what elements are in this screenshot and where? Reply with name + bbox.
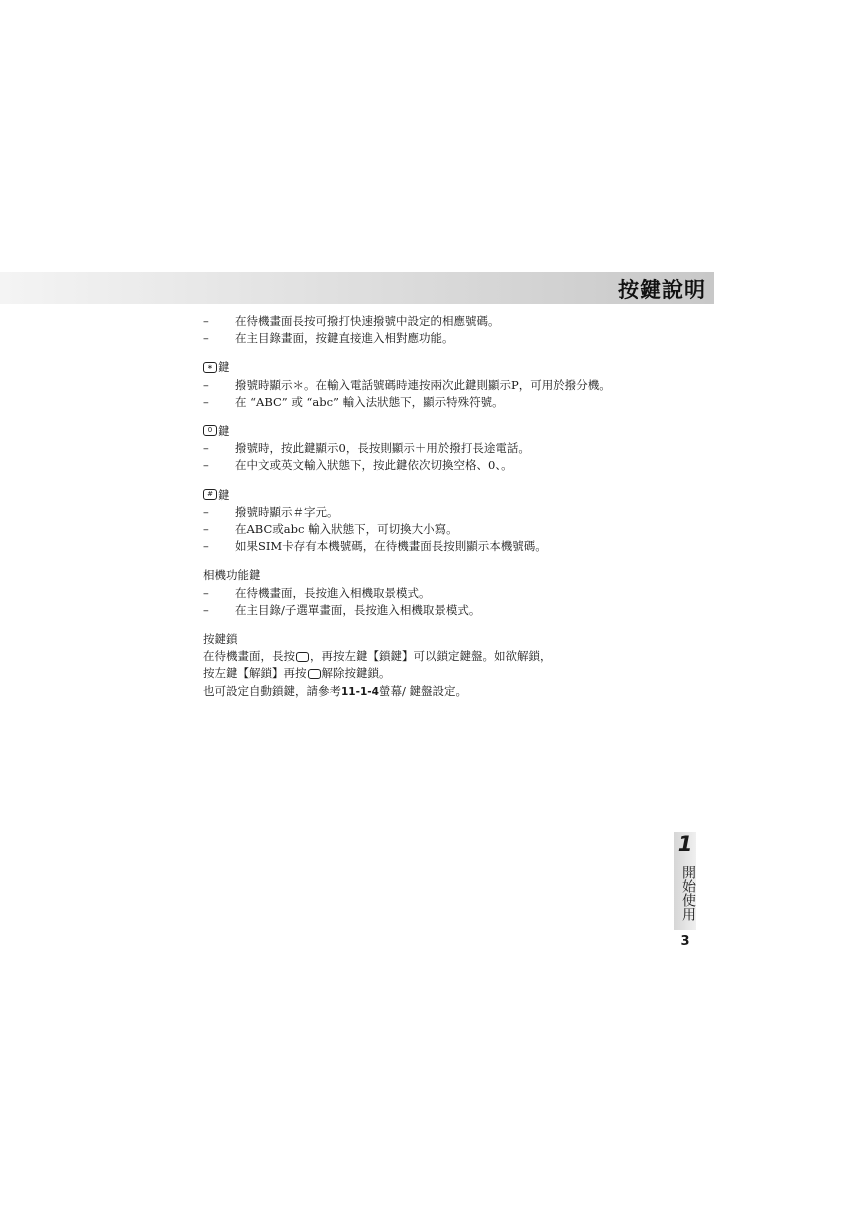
list-item: – 在中文或英文輸入狀態下，按此鍵依次切換空格、0、。 [203,457,683,474]
list-item: – 撥號時顯示＃字元。 [203,504,683,521]
zero-key-icon: 0 [203,425,217,436]
list-item: – 撥號時，按此鍵顯示0，長按則顯示＋用於撥打長途電話。 [203,440,683,457]
dash-marker: – [203,394,209,409]
zero-key-heading: 0 鍵 [203,423,683,440]
hash-key-icon [308,669,321,679]
keylock-title: 按鍵鎖 [203,632,238,647]
keylock-line-2: 按左鍵【解鎖】再按 解除按鍵鎖。 [203,666,391,681]
list-item: – 在待機畫面長按可撥打快速撥號中設定的相應號碼。 [203,313,683,330]
section-title: 按鍵說明 [618,278,706,302]
list-item: – 在ABC或abc 輸入狀態下，可切換大小寫。 [203,521,683,538]
list-item: – 在待機畫面，長按進入相機取景模式。 [203,585,683,602]
star-key-heading: ∗ 鍵 [203,359,683,376]
dash-marker: – [203,458,209,473]
hash-key-icon [296,652,309,662]
page-content [203,313,683,701]
intro-list [203,313,683,347]
dash-marker: – [203,331,209,346]
dash-marker: – [203,585,209,600]
section-header-bar [0,272,714,304]
hash-key-section [203,487,683,556]
chapter-side-tab [674,832,696,930]
section-reference: 11-1-4 [341,685,379,698]
hash-key-heading: # 鍵 [203,487,683,504]
list-item: – 如果SIM卡存有本機號碼，在待機畫面長按則顯示本機號碼。 [203,538,683,555]
hash-key-icon: # [203,489,217,500]
camera-key-title: 相機功能鍵 [203,568,261,583]
list-item: – 在 “ABC” 或 “abc” 輸入法狀態下，顯示特殊符號。 [203,394,683,411]
dash-marker: – [203,441,209,456]
page-number: 3 [680,934,690,949]
dash-marker: – [203,539,209,554]
keylock-section [203,631,683,701]
camera-key-section [203,567,683,619]
list-item: – 在主目錄畫面，按鍵直接進入相對應功能。 [203,330,683,347]
dash-marker: – [203,314,209,328]
keylock-line-3: 也可設定自動鎖鍵，請參考11-1-4螢幕/ 鍵盤設定。 [203,683,467,698]
chapter-title: 開始使用 [680,865,696,921]
dash-marker: – [203,377,209,392]
list-item: – 撥號時顯示＊。在輸入電話號碼時連按兩次此鍵則顯示P，可用於撥分機。 [203,377,683,394]
chapter-number: 1 [677,832,693,856]
list-item: – 在主目錄/子選單畫面，長按進入相機取景模式。 [203,602,683,619]
dash-marker: – [203,522,209,537]
star-key-section [203,359,683,411]
zero-key-section [203,423,683,475]
dash-marker: – [203,504,209,519]
dash-marker: – [203,602,209,617]
keylock-line-1: 在待機畫面，長按 ，再按左鍵【鎖鍵】可以鎖定鍵盤。如欲解鎖， [203,649,552,664]
star-key-icon: ∗ [203,362,217,373]
